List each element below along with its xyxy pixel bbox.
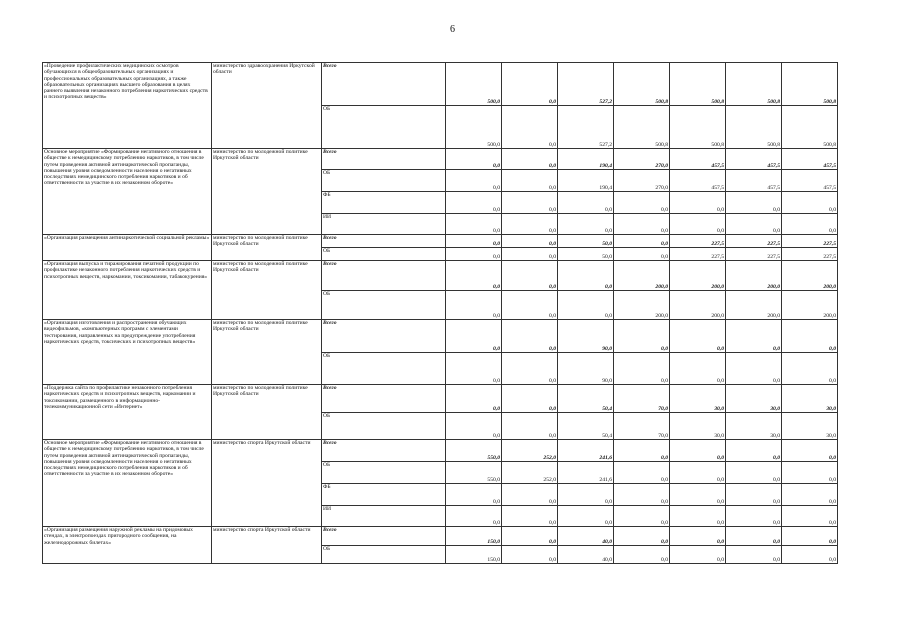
- amount-cell: 0,0: [502, 235, 558, 248]
- amount-cell: 70,0: [614, 413, 670, 440]
- amount-cell: 0,0: [726, 546, 782, 564]
- amount-cell: 0,0: [558, 192, 614, 214]
- funding-source: ОБ: [322, 413, 446, 440]
- amount-cell: 30,0: [726, 385, 782, 413]
- amount-cell: 0,0: [670, 527, 726, 546]
- table-row: [43, 149, 838, 170]
- table-row: [43, 261, 838, 291]
- amount-cell: 0,0: [446, 261, 502, 291]
- amount-cell: 200,0: [614, 291, 670, 320]
- amount-cell: 30,0: [670, 385, 726, 413]
- funding-source: ИИ: [322, 506, 446, 527]
- funding-source: ОБ: [322, 462, 446, 484]
- amount-cell: 0,0: [558, 214, 614, 235]
- amount-cell: 0,0: [502, 413, 558, 440]
- amount-cell: 500,8: [726, 106, 782, 149]
- amount-cell: 0,0: [614, 484, 670, 506]
- amount-cell: 527,2: [558, 63, 614, 106]
- amount-cell: 0,0: [782, 506, 838, 527]
- responsible-executor: министерство по молодежной политике Иркутской области: [212, 235, 322, 261]
- amount-cell: 0,0: [558, 506, 614, 527]
- amount-cell: 0,0: [726, 462, 782, 484]
- responsible-executor: министерство спорта Иркутской области: [212, 527, 322, 564]
- amount-cell: 457,5: [782, 149, 838, 170]
- amount-cell: 0,0: [726, 192, 782, 214]
- amount-cell: 0,0: [614, 353, 670, 385]
- amount-cell: 0,0: [446, 170, 502, 192]
- amount-cell: 0,0: [670, 546, 726, 564]
- funding-source: ФБ: [322, 192, 446, 214]
- measure-description: «Организация изготовления и распространения обучающих видеофильмов, «компьютерных программ с элементами тестирования, направленных на предупреждение употребления наркотических средств, токсических и психотропных веществ»: [43, 320, 212, 385]
- measure-description: «Проведение профилактических медицинских осмотров обучающихся в общеобразовательных организациях и профессиональных образовательных организациях, а также образовательных организациях высшего образования в целях раннего выявления незаконного потребления наркотических средств и психотропных веществ»: [43, 63, 212, 149]
- amount-cell: 550,0: [446, 440, 502, 462]
- amount-cell: 0,0: [502, 106, 558, 149]
- amount-cell: 0,0: [614, 214, 670, 235]
- amount-cell: 0,0: [782, 527, 838, 546]
- responsible-executor: министерство по молодежной политике Иркутской области: [212, 261, 322, 320]
- amount-cell: 457,5: [670, 170, 726, 192]
- funding-source: Всего: [322, 527, 446, 546]
- amount-cell: 150,0: [446, 546, 502, 564]
- responsible-executor: министерство по молодежной политике Иркутской области: [212, 385, 322, 440]
- amount-cell: 0,0: [726, 353, 782, 385]
- funding-source: ОБ: [322, 248, 446, 261]
- amount-cell: 0,0: [502, 214, 558, 235]
- amount-cell: 200,0: [726, 291, 782, 320]
- amount-cell: 90,0: [558, 353, 614, 385]
- funding-source: ИИ: [322, 214, 446, 235]
- amount-cell: 40,0: [558, 546, 614, 564]
- amount-cell: 227,5: [670, 235, 726, 248]
- amount-cell: 500,8: [670, 63, 726, 106]
- amount-cell: 252,0: [502, 440, 558, 462]
- amount-cell: 270,0: [614, 170, 670, 192]
- table-row: [43, 527, 838, 546]
- amount-cell: 0,0: [446, 320, 502, 353]
- amount-cell: 457,5: [726, 170, 782, 192]
- amount-cell: 50,0: [558, 248, 614, 261]
- amount-cell: 252,0: [502, 462, 558, 484]
- amount-cell: 200,0: [782, 261, 838, 291]
- amount-cell: 190,4: [558, 149, 614, 170]
- amount-cell: 0,0: [502, 506, 558, 527]
- amount-cell: 0,0: [670, 484, 726, 506]
- measure-description: «Организация размещения наружной рекламы на придомовых стендах, в электропоездах пригородного сообщения, на железнодорожных билетах»: [43, 527, 212, 564]
- amount-cell: 0,0: [726, 527, 782, 546]
- amount-cell: 50,4: [558, 385, 614, 413]
- amount-cell: 500,8: [614, 106, 670, 149]
- amount-cell: 0,0: [502, 63, 558, 106]
- amount-cell: 0,0: [670, 462, 726, 484]
- amount-cell: 0,0: [446, 484, 502, 506]
- amount-cell: 0,0: [782, 320, 838, 353]
- amount-cell: 0,0: [782, 214, 838, 235]
- amount-cell: 0,0: [726, 440, 782, 462]
- amount-cell: 0,0: [558, 261, 614, 291]
- amount-cell: 241,6: [558, 440, 614, 462]
- table-row: [43, 235, 838, 248]
- amount-cell: 0,0: [670, 440, 726, 462]
- amount-cell: 70,0: [614, 385, 670, 413]
- amount-cell: 0,0: [502, 192, 558, 214]
- amount-cell: 0,0: [446, 353, 502, 385]
- funding-source: Всего: [322, 320, 446, 353]
- amount-cell: 0,0: [782, 192, 838, 214]
- amount-cell: 0,0: [614, 527, 670, 546]
- amount-cell: 0,0: [614, 440, 670, 462]
- measure-description: «Поддержка сайта по профилактике незаконного потребления наркотических средств и психотропных веществ, наркомании и токсикомании, размещенного в информационно-телекоммуникационной сети «Интернет»: [43, 385, 212, 440]
- amount-cell: 0,0: [782, 353, 838, 385]
- funding-source: Всего: [322, 149, 446, 170]
- table-row: [43, 320, 838, 353]
- amount-cell: 0,0: [502, 320, 558, 353]
- amount-cell: 0,0: [782, 484, 838, 506]
- amount-cell: 0,0: [446, 413, 502, 440]
- amount-cell: 0,0: [614, 248, 670, 261]
- measure-description: Основное мероприятие «Формирование негативного отношения в обществе к немедицинскому потреблению наркотиков, в том числе путем проведения активной антинаркотической пропаганды, повышения уровня осведомленности населения о негативных последствиях немедицинского потребления наркотиков и об ответственности за участие в их незаконном обороте»: [43, 440, 212, 527]
- budget-table-body: [43, 63, 838, 564]
- amount-cell: 457,5: [726, 149, 782, 170]
- amount-cell: 0,0: [446, 248, 502, 261]
- amount-cell: 0,0: [446, 291, 502, 320]
- amount-cell: 0,0: [558, 291, 614, 320]
- funding-source: Всего: [322, 63, 446, 106]
- amount-cell: 0,0: [502, 527, 558, 546]
- amount-cell: 190,4: [558, 170, 614, 192]
- amount-cell: 0,0: [614, 546, 670, 564]
- amount-cell: 0,0: [558, 484, 614, 506]
- amount-cell: 50,0: [558, 235, 614, 248]
- amount-cell: 500,8: [782, 63, 838, 106]
- funding-source: Всего: [322, 261, 446, 291]
- amount-cell: 0,0: [502, 248, 558, 261]
- budget-table: [42, 62, 838, 564]
- table-row: [43, 440, 838, 462]
- amount-cell: 200,0: [670, 261, 726, 291]
- table-row: [43, 63, 838, 106]
- responsible-executor: министерство по молодежной политике Иркутской области: [212, 320, 322, 385]
- amount-cell: 227,5: [782, 235, 838, 248]
- amount-cell: 527,2: [558, 106, 614, 149]
- funding-source: ФБ: [322, 484, 446, 506]
- amount-cell: 30,0: [726, 413, 782, 440]
- amount-cell: 0,0: [502, 546, 558, 564]
- amount-cell: 500,8: [726, 63, 782, 106]
- amount-cell: 270,0: [614, 149, 670, 170]
- funding-source: ОБ: [322, 353, 446, 385]
- amount-cell: 30,0: [782, 413, 838, 440]
- measure-description: Основное мероприятие «Формирование негативного отношения в обществе к немедицинскому потреблению наркотиков, в том числе путем проведения активной антинаркотической пропаганды, повышения уровня осведомленности населения о негативных последствиях немедицинского потребления наркотиков и об ответственности за участие в их незаконном обороте»: [43, 149, 212, 235]
- amount-cell: 0,0: [614, 235, 670, 248]
- amount-cell: 0,0: [502, 170, 558, 192]
- amount-cell: 90,0: [558, 320, 614, 353]
- amount-cell: 0,0: [670, 506, 726, 527]
- amount-cell: 200,0: [614, 261, 670, 291]
- funding-source: Всего: [322, 440, 446, 462]
- funding-source: Всего: [322, 385, 446, 413]
- amount-cell: 0,0: [502, 385, 558, 413]
- amount-cell: 0,0: [614, 462, 670, 484]
- amount-cell: 0,0: [726, 484, 782, 506]
- page-number: 6: [450, 24, 455, 35]
- amount-cell: 0,0: [670, 320, 726, 353]
- amount-cell: 227,5: [726, 235, 782, 248]
- amount-cell: 457,5: [670, 149, 726, 170]
- amount-cell: 40,0: [558, 527, 614, 546]
- amount-cell: 227,5: [726, 248, 782, 261]
- funding-source: Всего: [322, 235, 446, 248]
- responsible-executor: министерство здравоохранения Иркутской области: [212, 63, 322, 149]
- funding-source: ОБ: [322, 291, 446, 320]
- table-row: [43, 385, 838, 413]
- amount-cell: 0,0: [670, 353, 726, 385]
- amount-cell: 500,8: [782, 106, 838, 149]
- funding-source: ОБ: [322, 170, 446, 192]
- amount-cell: 457,5: [782, 170, 838, 192]
- amount-cell: 0,0: [726, 506, 782, 527]
- amount-cell: 0,0: [502, 291, 558, 320]
- amount-cell: 30,0: [782, 385, 838, 413]
- amount-cell: 200,0: [782, 291, 838, 320]
- measure-description: «Организация размещения антинаркотической социальной рекламы»: [43, 235, 212, 261]
- measure-description: «Организация выпуска и тиражирования печатной продукции по профилактике незаконного потребления наркотических средств и психотропных веществ, наркомании, токсикомании, табакокурения»: [43, 261, 212, 320]
- amount-cell: 0,0: [446, 192, 502, 214]
- amount-cell: 500,8: [670, 106, 726, 149]
- amount-cell: 0,0: [614, 192, 670, 214]
- amount-cell: 0,0: [614, 320, 670, 353]
- amount-cell: 200,0: [726, 261, 782, 291]
- amount-cell: 0,0: [670, 192, 726, 214]
- amount-cell: 227,5: [782, 248, 838, 261]
- amount-cell: 50,4: [558, 413, 614, 440]
- amount-cell: 0,0: [446, 385, 502, 413]
- amount-cell: 0,0: [446, 235, 502, 248]
- amount-cell: 0,0: [726, 320, 782, 353]
- amount-cell: 0,0: [782, 546, 838, 564]
- amount-cell: 500,0: [446, 63, 502, 106]
- amount-cell: 227,5: [670, 248, 726, 261]
- amount-cell: 0,0: [502, 353, 558, 385]
- amount-cell: 30,0: [670, 413, 726, 440]
- amount-cell: 0,0: [502, 484, 558, 506]
- amount-cell: 0,0: [726, 214, 782, 235]
- funding-source: ОБ: [322, 106, 446, 149]
- amount-cell: 0,0: [782, 462, 838, 484]
- amount-cell: 0,0: [446, 149, 502, 170]
- responsible-executor: министерство спорта Иркутской области: [212, 440, 322, 527]
- amount-cell: 500,0: [446, 106, 502, 149]
- amount-cell: 241,6: [558, 462, 614, 484]
- amount-cell: 0,0: [670, 214, 726, 235]
- funding-source: ОБ: [322, 546, 446, 564]
- amount-cell: 550,0: [446, 462, 502, 484]
- amount-cell: 0,0: [502, 261, 558, 291]
- amount-cell: 0,0: [446, 214, 502, 235]
- responsible-executor: министерство по молодежной политике Иркутской области: [212, 149, 322, 235]
- amount-cell: 0,0: [446, 506, 502, 527]
- amount-cell: 0,0: [614, 506, 670, 527]
- amount-cell: 0,0: [502, 149, 558, 170]
- amount-cell: 150,0: [446, 527, 502, 546]
- amount-cell: 200,0: [670, 291, 726, 320]
- amount-cell: 0,0: [782, 440, 838, 462]
- amount-cell: 500,8: [614, 63, 670, 106]
